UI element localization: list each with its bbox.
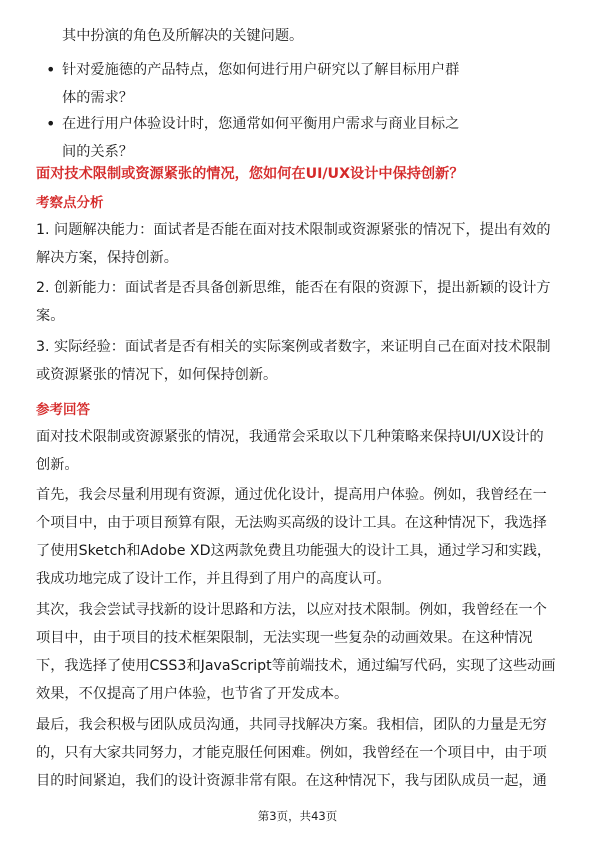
answer-paragraph: 最后，我会积极与团队成员沟通，共同寻找解决方案。我相信，团队的力量是无穷 的，只有大家共同努力，才能克服任何困难。例如，我曾经在一个项目中，由于项 目的时间紧迫，我们的设计资源非常有限。在这种情况下，我与团队成员一起，通: [36, 717, 547, 789]
answer-paragraph: 首先，我会尽量利用现有资源，通过优化设计，提高用户体验。例如，我曾经在一 个项目中，由于项目预算有限，无法购买高级的设计工具。在这种情况下，我选择 了使用Sketch和Adobe XD这两款免费且功能强大的设计工具，通过学习和实践， 我成功地完成了设计工作，并且得到了用户的高度认可。: [36, 487, 552, 587]
continuation-text: 其中扮演的角色及所解决的关键问题。: [62, 28, 304, 44]
bullet-marker: •: [46, 114, 56, 133]
analysis-heading: 考察点分析: [36, 195, 104, 211]
analysis-item: 3. 实际经验：面试者是否有相关的实际案例或者数字，来证明自己在面对技术限制 或资源紧张的情况下，如何保持创新。: [36, 339, 551, 383]
answer-paragraph: 面对技术限制或资源紧张的情况，我通常会采取以下几种策略来保持UI/UX设计的 创新。: [36, 429, 544, 473]
analysis-item: 2. 创新能力：面试者是否具备创新思维，能否在有限的资源下，提出新颖的设计方 案。: [36, 280, 551, 324]
question-heading: 面对技术限制或资源紧张的情况，您如何在UI/UX设计中保持创新？: [36, 166, 464, 182]
bullet-item: 在进行用户体验设计时，您通常如何平衡用户需求与商业目标之 间的关系？: [62, 116, 460, 160]
analysis-item: 1. 问题解决能力：面试者是否能在面对技术限制或资源紧张的情况下，提出有效的 解决方案，保持创新。: [36, 222, 551, 266]
bullet-item: 针对爱施德的产品特点，您如何进行用户研究以了解目标用户群 体的需求？: [62, 62, 460, 106]
page-footer: 第3页，共43页: [257, 809, 338, 823]
bullet-marker: •: [46, 60, 56, 79]
answer-paragraph: 其次，我会尝试寻找新的设计思路和方法，以应对技术限制。例如，我曾经在一个 项目中，由于项目的技术框架限制，无法实现一些复杂的动画效果。在这种情况 下，我选择了使用CSS3和JavaScript等前端技术，通过编写代码，实现了这些动画 效果，不仅提高了用户体验，也节省了开发成本。: [36, 602, 556, 702]
answer-heading: 参考回答: [36, 402, 90, 418]
